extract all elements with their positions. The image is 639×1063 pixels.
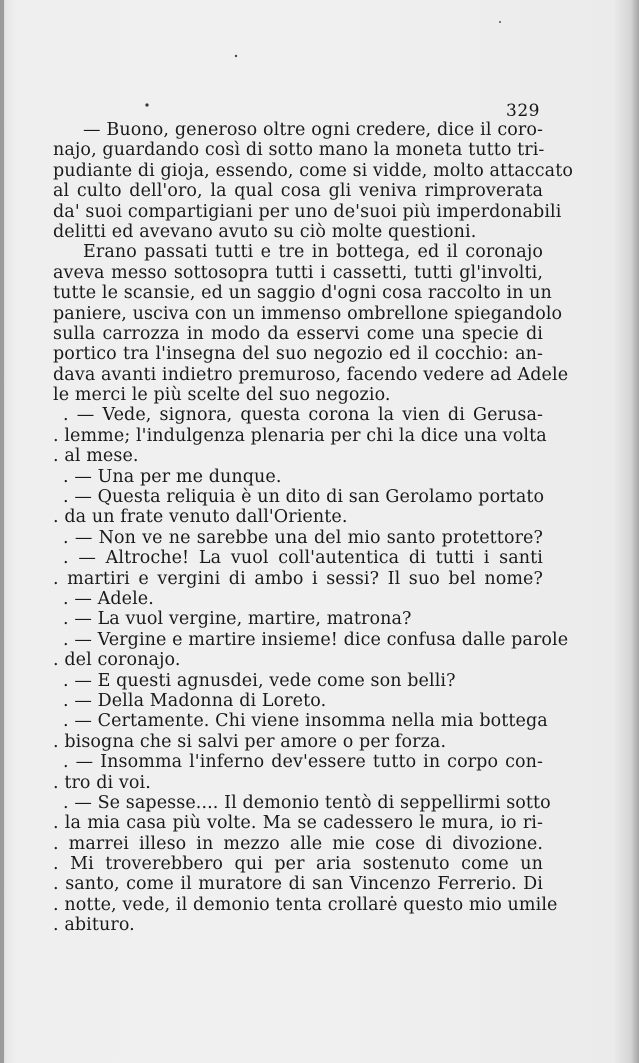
text-line: . martiri e vergini di ambo i sessi? Il suo bel nome? (53, 568, 543, 589)
text-line: . bisogna che si salvi per amore o per forza. (53, 731, 447, 752)
text-line: . — Altroche! La vuol coll'autentica di tutti i santi (63, 548, 543, 569)
text-line: tutte le scansie, ed un saggio d'ogni cosa raccolto in un (53, 283, 552, 304)
text-line: sulla carrozza in modo da esservi come una specie di (53, 323, 543, 344)
text-line: . marrei illeso in mezzo alle mie cose di divozione. (53, 833, 543, 854)
text-line: pudiante di gioja, essendo, come si vidde, molto attaccato (53, 160, 573, 181)
text-line: — Buono, generoso oltre ogni credere, dice il coro- (83, 120, 543, 140)
text-line: najo, guardando così di sotto mano la moneta tutto tri- (53, 140, 545, 161)
text-line: . la mia casa più volte. Ma se cadessero le mura, io ri- (53, 813, 543, 834)
text-line: paniere, usciva con un immenso ombrellone spiegandolo (53, 303, 563, 324)
text-line: . — Vergine e martire insieme! dice confusa dalle parole (63, 629, 569, 650)
text-line: . — Della Madonna di Loreto. (63, 690, 327, 711)
text-line: . lemme; l'indulgenza plenaria per chi la dice una volta (53, 425, 547, 446)
text-line: . — Insomma l'inferno dev'essere tutto in corpo con- (63, 752, 543, 773)
text-line: . — Adele. (63, 588, 154, 609)
speck (235, 55, 237, 57)
text-line: . — Una per me dunque. (63, 466, 282, 487)
text-line: . tro di voi. (53, 772, 151, 793)
text-line: dava avanti indietro premuroso, facendo vedere ad Adele (53, 364, 569, 385)
body-text (53, 120, 573, 936)
text-line: . — Questa reliquia è un dito di san Gerolamo portato (63, 487, 545, 508)
text-line: portico tra l'insegna del suo negozio ed il cocchio: an- (53, 344, 543, 365)
text-line: . del coronajo. (53, 650, 181, 671)
speck (145, 103, 148, 106)
text-line: le merci le più scelte del suo negozio. (53, 385, 391, 406)
text-line: . — Certamente. Chi viene insomma nella mia bottega (63, 711, 548, 732)
text-line: da' suoi compartigiani per uno de'suoi più imperdonabili (53, 201, 562, 222)
text-line: . — Vede, signora, questa corona la vien di Gerusa- (63, 405, 543, 426)
text-line: . notte, vede, il demonio tenta crollare questo mio umile (53, 894, 558, 915)
text-line: aveva messo sottosopra tutti i cassetti, tutti gl'involti, (53, 262, 543, 283)
text-line: al culto dell'oro, la qual cosa gli veniva rimproverata (53, 181, 543, 202)
page-number: 329 (506, 101, 540, 121)
text-line: . abituro. (53, 915, 135, 936)
text-line: . al mese. (53, 446, 139, 467)
text-line: . santo, come il muratore di san Vincenzo Ferrerio. Di (53, 874, 543, 895)
speck (499, 21, 501, 23)
text-line: . — Se sapesse.... Il demonio tentò di seppellirmi sotto (63, 792, 551, 813)
text-line: . — Non ve ne sarebbe una del mio santo protettore? (63, 527, 543, 548)
text-line: delitti ed avevano avuto su ciò molte questioni. (53, 221, 477, 242)
text-line: Erano passati tutti e tre in bottega, ed il coronajo (83, 242, 543, 263)
text-line: . — La vuol vergine, martire, matrona? (63, 609, 412, 630)
text-line: . da un frate venuto dall'Oriente. (53, 507, 348, 528)
text-line: . Mi troverebbero qui per aria sostenuto come un (53, 854, 543, 875)
text-line: . — E questi agnusdei, vede come son belli? (63, 670, 456, 691)
